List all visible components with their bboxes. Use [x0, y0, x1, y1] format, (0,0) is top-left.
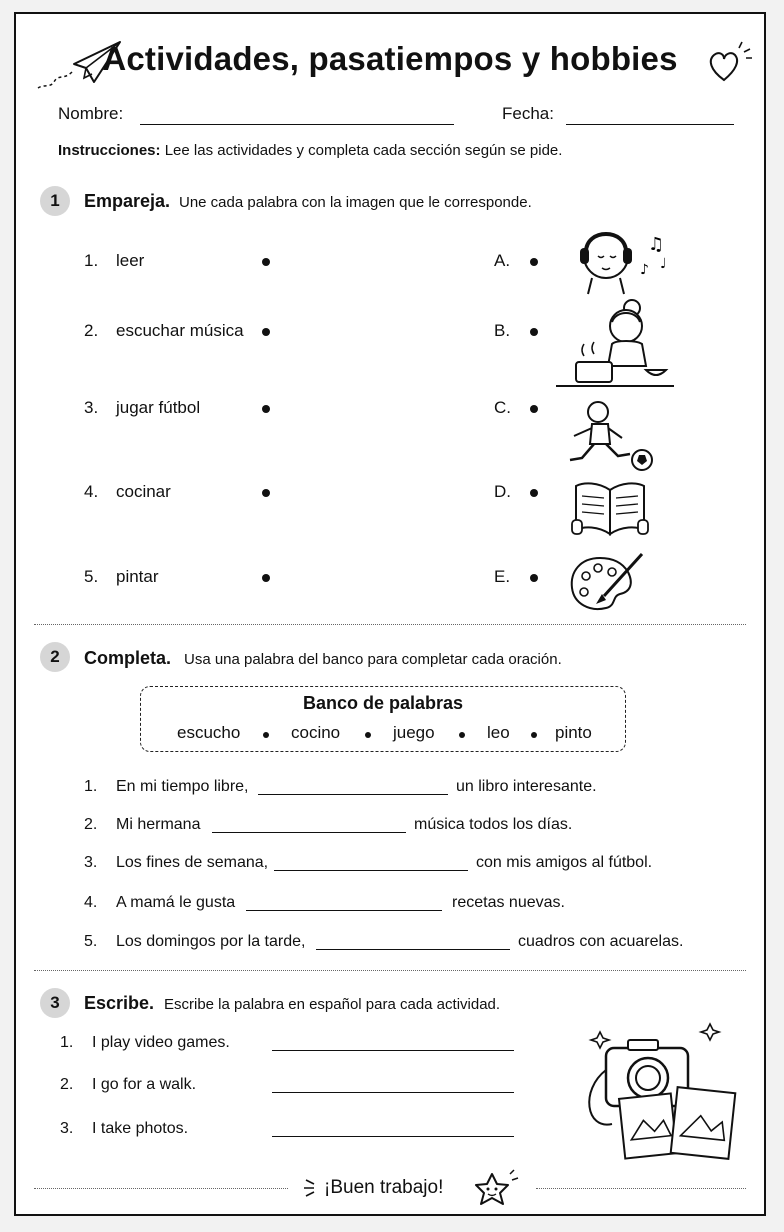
match-dot-right[interactable] [530, 489, 538, 497]
match-dot-right[interactable] [530, 258, 538, 266]
sentence-after: cuadros con acuarelas. [518, 933, 684, 950]
bank-word: pinto [555, 723, 592, 742]
match-item-word: jugar fútbol [116, 398, 201, 417]
sentence-after: música todos los días. [414, 816, 573, 833]
camera-photos-icon [576, 1020, 736, 1166]
bank-separator [263, 732, 269, 738]
match-dot-right[interactable] [530, 328, 538, 336]
instructions-label: Instrucciones: [58, 142, 161, 159]
svg-text:♩: ♩ [660, 256, 667, 272]
section2-desc: Usa una palabra del banco para completar cada oración. [184, 651, 562, 668]
soccer-player-icon [564, 398, 660, 474]
match-letter: D. [494, 482, 511, 501]
match-dot-left[interactable] [262, 258, 270, 266]
sentence-before: Los domingos por la tarde, [116, 933, 306, 950]
match-dot-left[interactable] [262, 328, 270, 336]
bank-separator [531, 732, 537, 738]
match-item-word: leer [116, 251, 145, 270]
match-dot-right[interactable] [530, 574, 538, 582]
headphones-music-icon [574, 216, 684, 296]
match-dot-left[interactable] [262, 489, 270, 497]
svg-text:♪: ♪ [640, 262, 649, 278]
sentence-number: 1. [84, 778, 98, 795]
match-item-number: 3. [84, 398, 99, 417]
write-item-number: 1. [60, 1034, 74, 1051]
match-item-word: pintar [116, 567, 159, 586]
blank-field[interactable] [212, 832, 406, 833]
match-letter: B. [494, 321, 511, 340]
bank-word: cocino [291, 723, 341, 742]
star-icon [470, 1166, 524, 1210]
open-book-icon [572, 480, 648, 540]
section1-number: 1 [40, 186, 70, 216]
match-letter: C. [494, 398, 511, 417]
match-item-word: escuchar música [116, 321, 244, 340]
write-item-text: I play video games. [92, 1034, 230, 1051]
section-divider [34, 970, 746, 971]
sentence-number: 3. [84, 854, 98, 871]
match-item-number: 4. [84, 482, 99, 501]
match-letter: A. [494, 251, 511, 270]
blank-field[interactable] [246, 910, 442, 911]
sparkle-icon [302, 1176, 322, 1200]
section3-title: Escribe. [84, 993, 155, 1013]
match-item-number: 2. [84, 321, 99, 340]
answer-field[interactable] [272, 1092, 514, 1093]
sentence-after: con mis amigos al fútbol. [476, 854, 653, 871]
section1-title: Empareja. [84, 191, 171, 211]
blank-field[interactable] [316, 949, 510, 950]
section2-title: Completa. [84, 648, 172, 668]
write-item-text: I go for a walk. [92, 1076, 197, 1093]
instructions [58, 142, 562, 159]
match-dot-left[interactable] [262, 405, 270, 413]
blank-field[interactable] [274, 870, 468, 871]
sentence-after: un libro interesante. [456, 778, 597, 795]
match-letter: E. [494, 567, 511, 586]
cooking-icon [556, 296, 676, 392]
paint-palette-icon [568, 550, 648, 616]
answer-field[interactable] [272, 1136, 514, 1137]
heart-icon [706, 40, 756, 84]
word-bank [140, 686, 626, 752]
sentence-number: 4. [84, 894, 98, 911]
bank-separator [365, 732, 371, 738]
answer-field[interactable] [272, 1050, 514, 1051]
write-item-number: 2. [60, 1076, 74, 1093]
match-dot-left[interactable] [262, 574, 270, 582]
bank-word: leo [487, 723, 510, 742]
word-bank-title: Banco de palabras [302, 693, 464, 713]
sentence-number: 2. [84, 816, 98, 833]
match-dot-right[interactable] [530, 405, 538, 413]
svg-text:♫: ♫ [648, 234, 665, 255]
page-title: Actividades, pasatiempos y hobbies [102, 40, 678, 77]
name-field[interactable] [140, 124, 454, 125]
section1-desc: Une cada palabra con la imagen que le corresponde. [179, 194, 532, 211]
sentence-before: Los fines de semana, [116, 854, 269, 871]
section3-desc: Escribe la palabra en español para cada actividad. [164, 996, 501, 1013]
bank-word: juego [393, 723, 435, 742]
sentence-before: En mi tiempo libre, [116, 778, 249, 795]
write-item-number: 3. [60, 1120, 74, 1137]
sentence-before: Mi hermana [116, 816, 201, 833]
blank-field[interactable] [258, 794, 448, 795]
sentence-after: recetas nuevas. [452, 894, 565, 911]
footer-divider-right [536, 1188, 746, 1189]
match-item-number: 1. [84, 251, 99, 270]
bank-word: escucho [177, 723, 241, 742]
date-label: Fecha: [502, 104, 554, 123]
name-label: Nombre: [58, 104, 124, 123]
match-item-number: 5. [84, 567, 99, 586]
section-divider [34, 624, 746, 625]
section2-number: 2 [40, 642, 70, 672]
write-item-text: I take photos. [92, 1120, 189, 1137]
sentence-number: 5. [84, 933, 98, 950]
date-field[interactable] [566, 124, 734, 125]
footer-divider-left [34, 1188, 288, 1189]
sentence-before: A mamá le gusta [116, 894, 236, 911]
bank-separator [459, 732, 465, 738]
match-item-word: cocinar [116, 482, 171, 501]
footer-text: ¡Buen trabajo! [324, 1177, 444, 1198]
worksheet [14, 12, 766, 1216]
instructions-text: Lee las actividades y completa cada sección según se pide. [164, 142, 563, 159]
section3-number: 3 [40, 988, 70, 1018]
